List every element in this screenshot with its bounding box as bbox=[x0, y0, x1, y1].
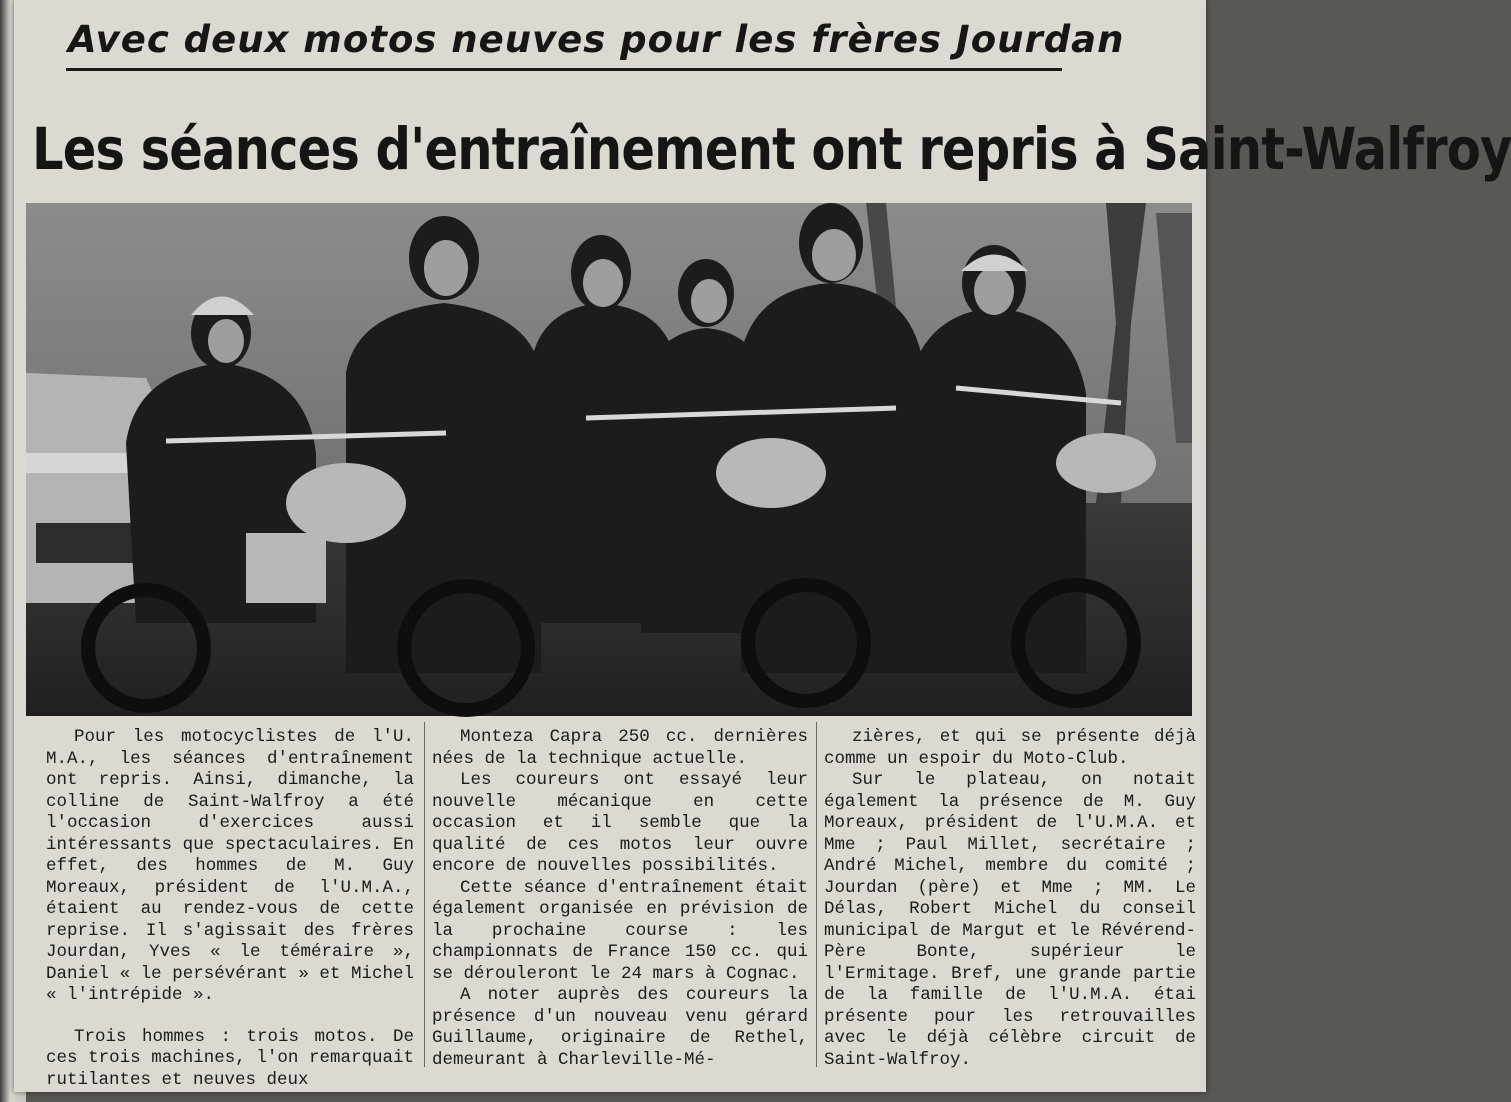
paragraph: zières, et qui se présente déjà comme un espoir du Moto-Club. bbox=[824, 727, 1196, 769]
photo-illustration bbox=[26, 203, 1192, 716]
article-kicker: Avec deux motos neuves pour les frères Jourdan bbox=[68, 18, 1125, 61]
kicker-underline bbox=[66, 68, 1062, 71]
paragraph: Les coureurs ont essayé leur nouvelle mécanique en cette occasion et il semble que la qualité de ces motos leur ouvre encore de nouvelles possibilités. bbox=[432, 770, 808, 876]
article-headline: Les séances d'entraînement ont repris à Saint-Walfroy bbox=[32, 115, 1511, 183]
paragraph: Pour les motocyclistes de l'U. M.A., les séances d'entraînement ont repris. Ainsi, dimanche, la colline de Saint-Walfroy a été l'occasion d'exercices aussi intéressants que spectaculaires. En effet, des hommes de M. Guy Moreaux, président de l'U.M.A., étaient au rendez-vous de cette reprise. Il s'agissait des frères Jourdan, Yves « le téméraire », Daniel « le persévérant » et Michel « l'intrépide ». bbox=[46, 727, 414, 1005]
article-column-3 bbox=[824, 727, 1196, 1071]
article-column-1 bbox=[46, 727, 414, 1091]
paragraph: Monteza Capra 250 cc. dernières nées de la technique actuelle. bbox=[432, 727, 808, 769]
article-photo bbox=[26, 203, 1192, 716]
paragraph: A noter auprès des coureurs la présence d'un nouveau venu gérard Guillaume, originaire de Rethel, demeurant à Charleville-Mé- bbox=[432, 985, 808, 1070]
column-divider bbox=[816, 722, 817, 1067]
paragraph: Cette séance d'entraînement était également organisée en prévision de la prochaine course : les championnats de France 150 cc. qui se dérouleront le 24 mars à Cognac. bbox=[432, 877, 808, 984]
paragraph: Sur le plateau, on notait également la présence de M. Guy Moreaux, président de l'U.M.A. et Mme ; Paul Millet, secrétaire ; André Michel, membre du comité ; Jourdan (père) et Mme ; MM. Le Délas, Robert Michel du conseil municipal de Margut et le Révérend-Père Bonte, supérieur le l'Ermitage. Bref, une grande partie de la famille de l'U.M.A. étai présente pour les retrouvailles avec le déjà célèbre circuit de Saint-Walfroy. bbox=[824, 770, 1196, 1070]
column-divider bbox=[424, 722, 425, 1067]
article-column-2 bbox=[432, 727, 808, 1071]
paragraph: Trois hommes : trois motos. De ces trois machines, l'on remarquait rutilantes et neuves deux bbox=[46, 1026, 414, 1090]
